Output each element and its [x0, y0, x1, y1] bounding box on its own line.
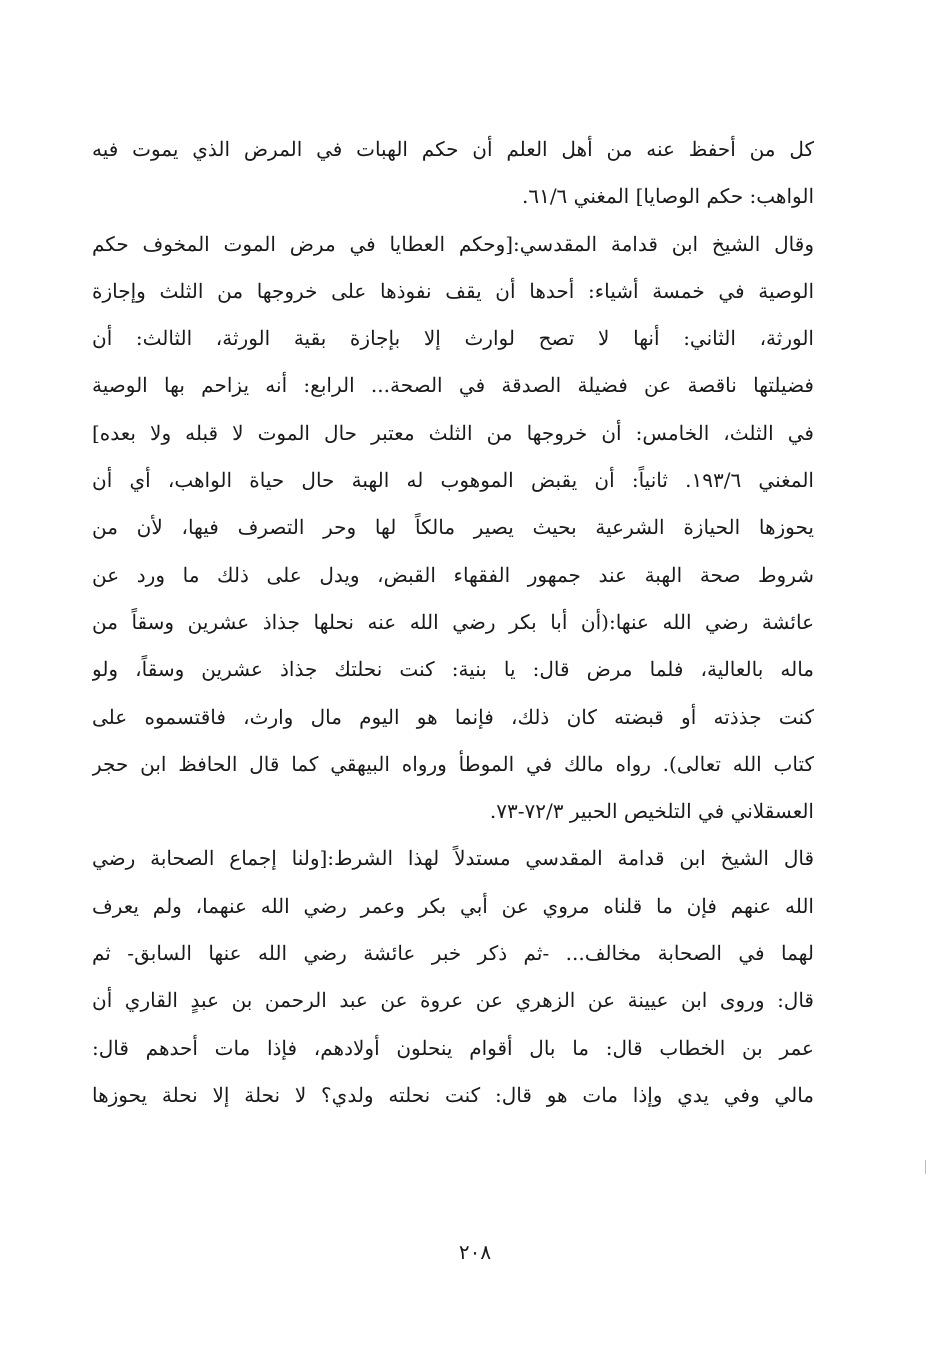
text-line: المغني ١٩٣/٦. ثانياً: أن يقبض الموهوب له الهبة حال حياة الواهب، أي أن [92, 468, 814, 493]
text-line: قال الشيخ ابن قدامة المقدسي مستدلاً لهذا الشرط:[ولنا إجماع الصحابة رضي [92, 846, 814, 871]
text-line: عمر بن الخطاب قال: ما بال أقوام ينحلون أولادهم، فإذا مات أحدهم قال: [92, 1035, 814, 1060]
text-line: يحوزها الحيازة الشرعية بحيث يصير مالكاً لها وحر التصرف فيها، لأن من [92, 515, 814, 540]
text-line: في الثلث، الخامس: أن خروجها من الثلث معتبر حال الموت لا قبله ولا بعده] [92, 420, 814, 445]
text-line: كتاب الله تعالى). رواه مالك في الموطأ ورواه البيهقي كما قال الحافظ ابن حجر [92, 751, 814, 776]
text-line: شروط صحة الهبة عند جمهور الفقهاء القبض، ويدل على ذلك ما ورد عن [92, 562, 814, 587]
text-line: العسقلاني في التلخيص الحبير ٧٢/٣-٧٣. [489, 799, 814, 824]
text-line: كنت جذذته أو قبضته كان ذلك، فإنما هو اليوم مال وارث، فاقتسموه على [92, 704, 814, 729]
text-line: كل من أحفظ عنه من أهل العلم أن حكم الهبات في المرض الذي يموت فيه [92, 137, 814, 161]
text-line: الواهب: حكم الوصايا] المغني ٦١/٦. [521, 184, 814, 209]
text-line: الله عنهم فإن ما قلناه مروي عن أبي بكر وعمر رضي الله عنهما، ولم يعرف [92, 893, 814, 918]
text-line: قال: وروى ابن عيينة عن الزهري عن عروة عن عبد الرحمن بن عبدٍ القاري أن [92, 988, 814, 1013]
text-line: وقال الشيخ ابن قدامة المقدسي:[وحكم العطايا في مرض الموت المخوف حكم [92, 231, 814, 256]
text-line: مالي وفي يدي وإذا مات هو قال: كنت نحلته ولدي؟ لا نحلة إلا نحلة يحوزها [92, 1082, 814, 1107]
text-line: ماله بالعالية، فلما مرض قال: يا بنية: كنت نحلتك جذاذ عشرين وسقاً، ولو [92, 657, 814, 682]
text-line: الوصية في خمسة أشياء: أحدها أن يقف نفوذها على خروجها من الثلث وإجازة [92, 278, 814, 303]
text-line: لهما في الصحابة مخالف... -ثم ذكر خبر عائشة رضي الله عنها السابق- ثم [92, 941, 814, 966]
text-line: فضيلتها ناقصة عن فضيلة الصدقة في الصحة... الرابع: أنه يزاحم بها الوصية [92, 373, 814, 398]
text-line: عائشة رضي الله عنها:(أن أبا بكر رضي الله عنه نحلها جذاذ عشرين وسقاً من [92, 609, 814, 634]
page-number: ٢٠٨ [458, 1240, 492, 1264]
body-text [92, 126, 814, 1119]
scan-edge-mark [925, 1160, 926, 1174]
text-line: الورثة، الثاني: أنها لا تصح لوارث إلا بإجازة بقية الورثة، الثالث: أن [92, 326, 814, 351]
